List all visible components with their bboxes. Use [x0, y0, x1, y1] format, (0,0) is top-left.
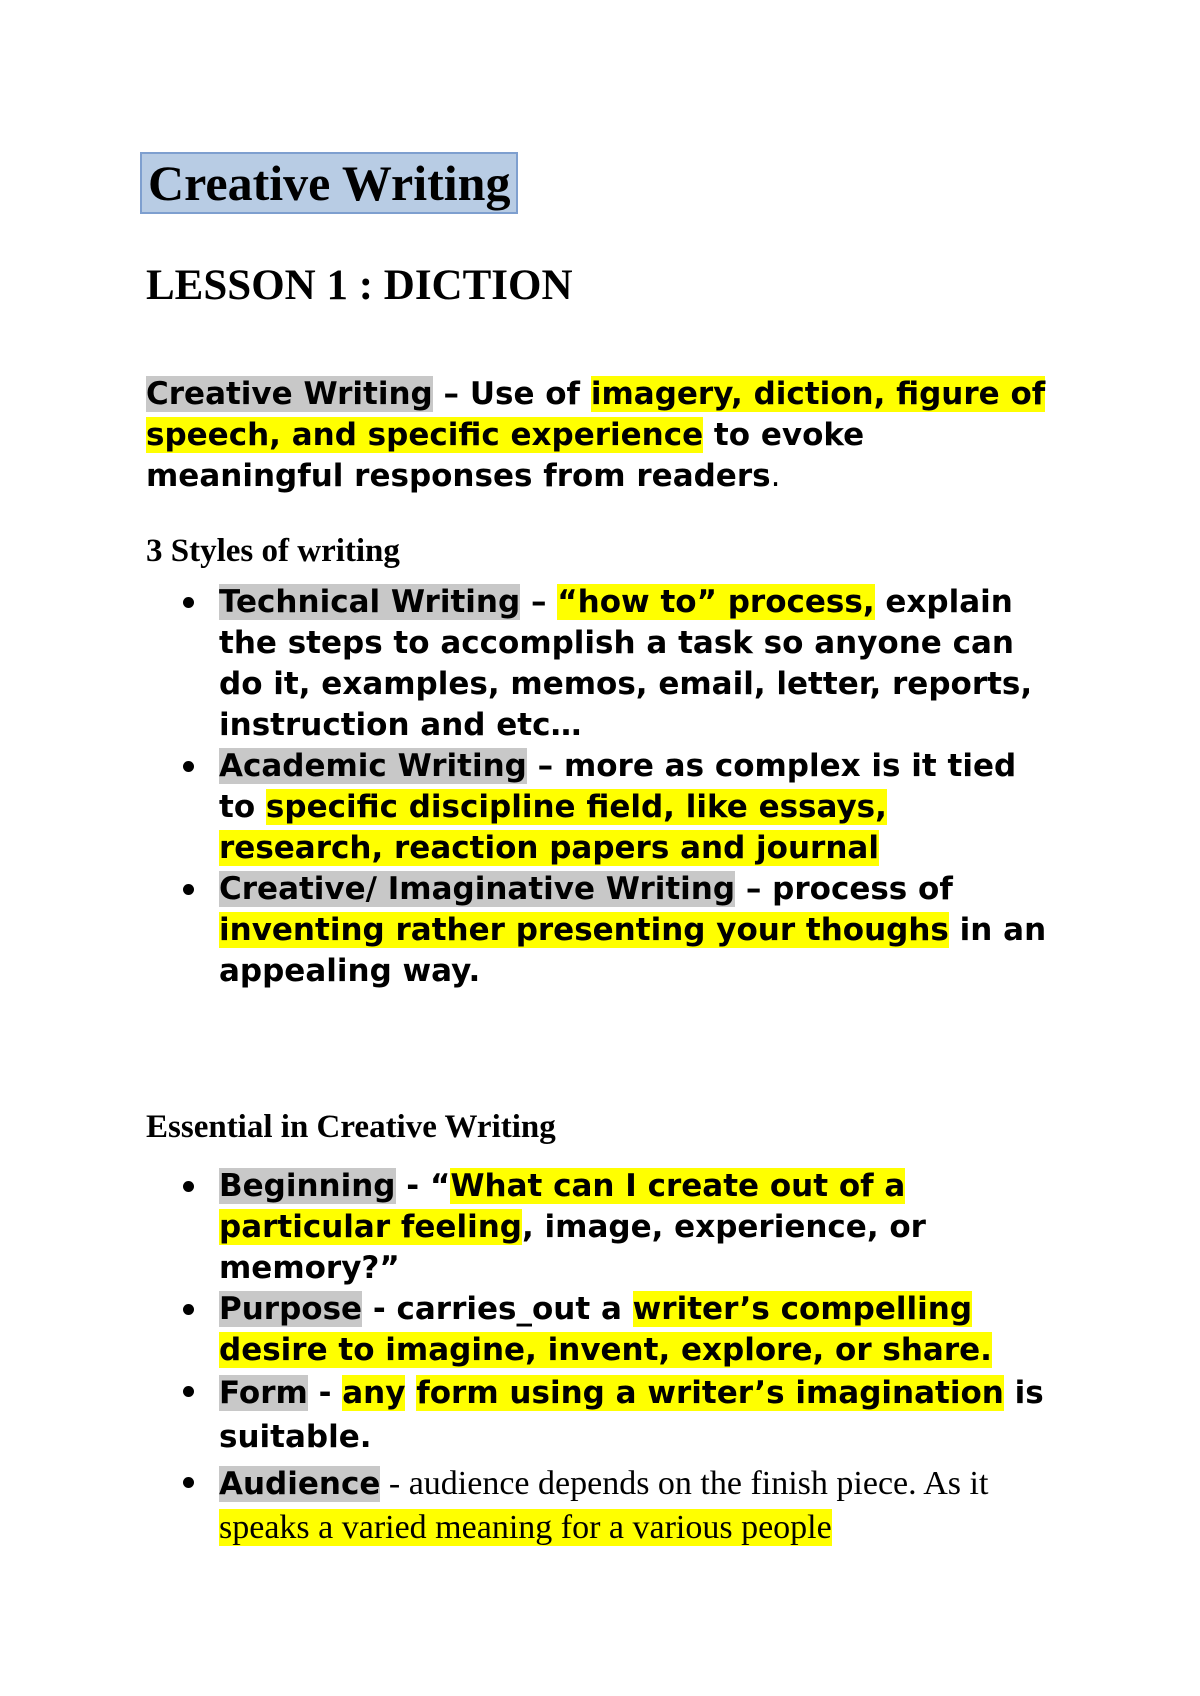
style-description-rest: in an appealing way.: [219, 912, 1047, 989]
list-item: [0, 1462, 1059, 1550]
essential-highlight: any: [342, 1375, 406, 1411]
essential-gap: [405, 1375, 416, 1411]
style-description: explain the steps to accomplish a task so anyone can do it, examples, memos, email, letter, reports, instruction and etc…: [219, 584, 1033, 743]
list-item: [0, 1371, 1059, 1459]
list-item: [0, 1289, 1059, 1371]
essential-term: Audience: [219, 1466, 381, 1502]
definition-period: .: [770, 458, 781, 494]
essential-highlight: writer’s compelling desire to imagine, invent, explore, or share.: [219, 1291, 992, 1368]
essential-prefix: - “: [395, 1168, 451, 1204]
style-highlight: “how to” process,: [557, 584, 875, 620]
essential-term: Form: [219, 1375, 308, 1411]
bullet-icon: [183, 1181, 194, 1192]
essential-prefix: -: [307, 1375, 343, 1411]
style-highlight: inventing rather presenting your thoughs: [219, 912, 949, 948]
essential-description: is suitable.: [219, 1375, 1044, 1455]
bullet-icon: [183, 597, 194, 608]
style-separator: –: [520, 584, 558, 620]
list-item: [0, 746, 1059, 869]
bullet-icon: [183, 1477, 194, 1488]
style-term: Creative/ Imaginative Writing: [219, 871, 736, 907]
essential-term: Purpose: [219, 1291, 363, 1327]
styles-heading: 3 Styles of writing: [146, 533, 400, 569]
bullet-icon: [183, 884, 194, 895]
style-highlight: specific discipline field, like essays, research, reaction papers and journal: [219, 789, 887, 866]
styles-list: [0, 582, 1200, 992]
essential-highlight: speaks a varied meaning for a various people: [219, 1509, 832, 1546]
list-item: [0, 582, 1059, 746]
definition-rest: to evoke meaningful responses from readers: [146, 417, 865, 494]
essential-heading: Essential in Creative Writing: [146, 1109, 556, 1145]
essential-prefix: - carries_out a: [362, 1291, 633, 1327]
definition-highlight: imagery, diction, figure of speech, and specific experience: [146, 376, 1046, 453]
style-term: Technical Writing: [219, 584, 521, 620]
list-item: [0, 869, 1059, 992]
bullet-icon: [183, 761, 194, 772]
essential-highlight: form using a writer’s imagination: [416, 1375, 1004, 1411]
style-term: Academic Writing: [219, 748, 527, 784]
list-item: [0, 1166, 1059, 1289]
bullet-icon: [183, 1386, 194, 1397]
style-description: – process of: [735, 871, 953, 907]
bullet-icon: [183, 1304, 194, 1315]
definition-term: Creative Writing: [146, 376, 433, 412]
essential-description: , image, experience, or memory?”: [219, 1209, 926, 1286]
definition-paragraph: [146, 374, 1066, 497]
essential-prefix: - audience depends on the finish piece. As it: [380, 1465, 989, 1502]
essential-highlight: What can I create out of a particular feeling: [219, 1168, 906, 1245]
document-title: Creative Writing: [140, 152, 518, 214]
style-description: – more as complex is it tied to: [219, 748, 1017, 825]
essential-list: [0, 1166, 1200, 1550]
essential-term: Beginning: [219, 1168, 396, 1204]
lesson-heading: LESSON 1 : DICTION: [146, 262, 573, 309]
definition-dash-text: – Use of: [432, 376, 591, 412]
